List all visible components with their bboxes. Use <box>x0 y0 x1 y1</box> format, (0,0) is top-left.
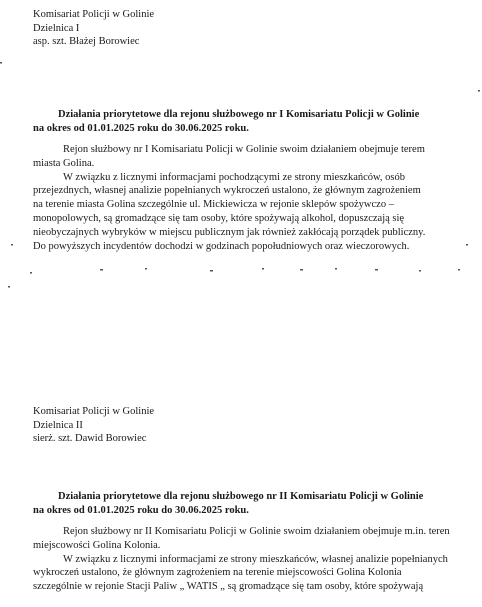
sender-officer: sierż. szt. Dawid Borowiec <box>33 433 147 444</box>
body-line: Rejon służbowy nr II Komisariatu Policji w Golinie swoim działaniem obejmuje m.in. teren <box>63 526 450 537</box>
section-body-2 <box>33 525 463 594</box>
sender-district: Dzielnica II <box>33 419 83 431</box>
sender-block-2 <box>33 405 154 446</box>
body-line: wykroczeń ustalono, że głównym zagrożeniem na terenie miejscowości Golina Kolonia <box>33 567 402 579</box>
sender-unit: Komisariat Policji w Golinie <box>33 9 155 20</box>
body-line: monopolowych, są gromadzące się tam osoby, które spożywają alkohol, dopuszczają się <box>33 212 405 224</box>
body-line: Rejon służbowy nr I Komisariatu Policji w Golinie swoim działaniem obejmuje terem <box>63 144 425 155</box>
body-line: miejscowości Golina Kolonia. <box>33 539 161 551</box>
body-line: W związku z licznymi informacjami ze strony mieszkańców, własnej analizie popełnianych <box>63 553 448 565</box>
body-line: Do powyższych incydentów dochodzi w godzinach popołudniowych oraz wieczorowych. <box>33 240 410 252</box>
title-line: na okres od 01.01.2025 roku do 30.06.2025 roku. <box>33 505 249 516</box>
body-line: nieobyczajnych wybryków w miejscu publicznym jak również zakłócają porządek publiczny. <box>33 226 426 238</box>
sender-unit: Komisariat Policji w Golinie <box>33 406 155 417</box>
body-line: przejezdnych, własnej analizie popełnianych wykroczeń ustalono, że głównym zagrożeniem <box>33 185 421 197</box>
title-line: Działania priorytetowe dla rejonu służbowego nr I Komisariatu Policji w Golinie <box>58 109 420 120</box>
body-line: W związku z licznymi informacjami pochodzącymi ze strony mieszkańców, osób <box>63 171 406 183</box>
title-line: na okres od 01.01.2025 roku do 30.06.2025 roku. <box>33 123 249 134</box>
body-line: szczególnie w rejonie Stacji Paliw „ WATIS „ są gromadzące się tam osoby, które spożywają <box>33 581 424 593</box>
sender-officer: asp. szt. Błażej Borowiec <box>33 36 140 47</box>
body-line: miasta Golina. <box>33 157 95 169</box>
body-line: na terenie miasta Golina szczególnie ul. Mickiewicza w rejonie sklepów spożywczo – <box>33 199 394 211</box>
section-title-2 <box>33 490 463 518</box>
title-line: Działania priorytetowe dla rejonu służbowego nr II Komisariatu Policji w Golinie <box>58 491 424 502</box>
sender-district: Dzielnica I <box>33 22 80 34</box>
